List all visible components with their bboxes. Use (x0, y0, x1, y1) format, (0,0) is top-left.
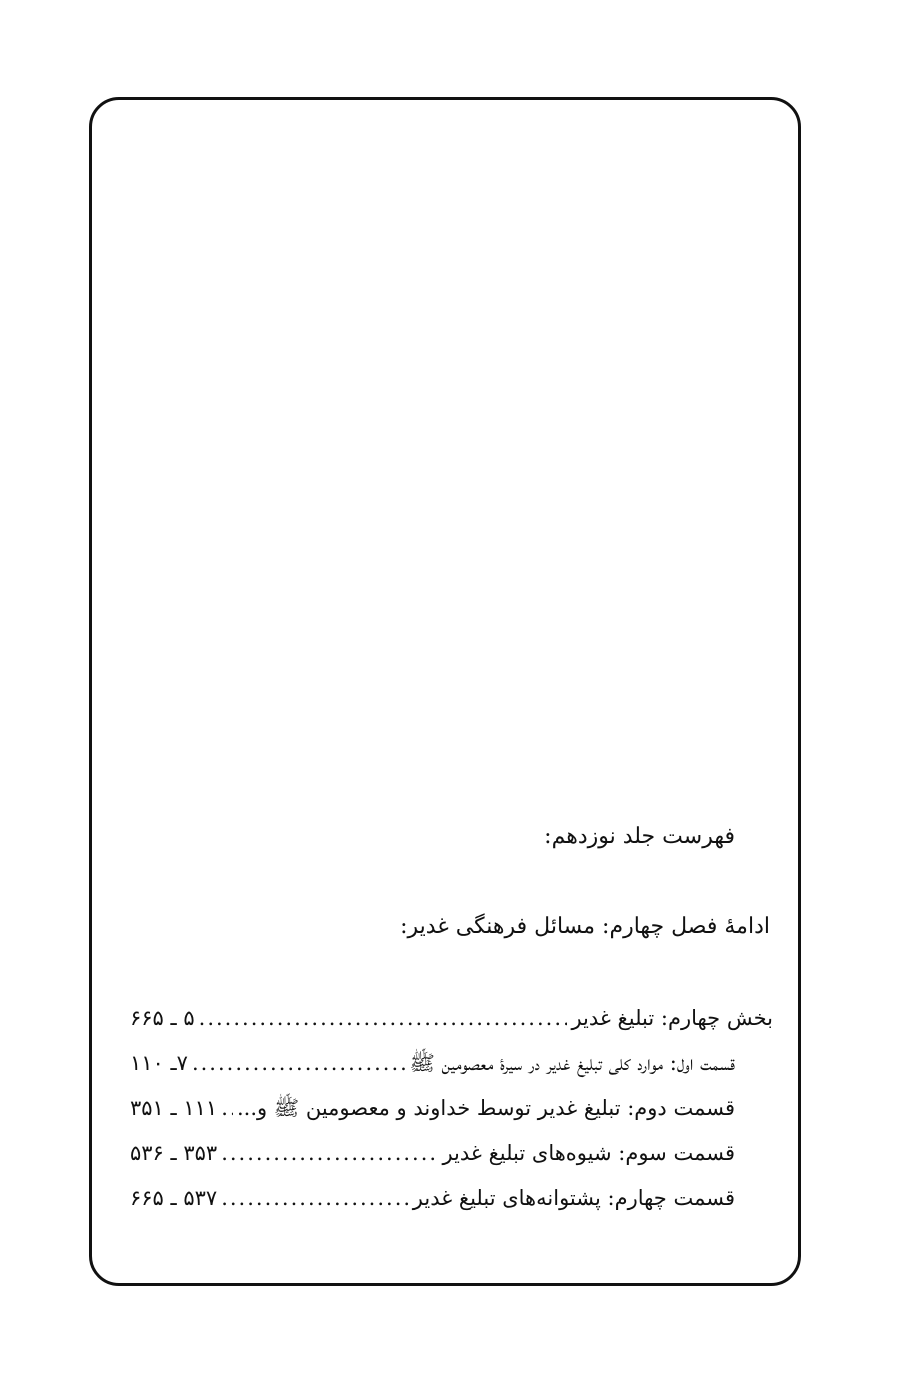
toc-leader-dots (199, 1003, 568, 1033)
toc-entry-part (130, 1048, 735, 1078)
toc-entry-title: قسمت اول: موارد کلی تبلیغ غدیر در سیرۀ معصومین ﷺ (409, 1051, 735, 1075)
toc-leader-dots (221, 1183, 409, 1213)
toc-leader-dots (192, 1048, 406, 1078)
toc-entry-pages: ۵۳۷ ـ ۶۶۵ (130, 1186, 218, 1210)
toc-entry-title: بخش چهارم: تبلیغ غدیر (571, 1006, 773, 1030)
toc-entry-title: قسمت دوم: تبلیغ غدیر توسط خداوند و معصومین ﷺ و... (236, 1096, 735, 1120)
volume-contents-heading: فهرست جلد نوزدهم: (544, 824, 735, 849)
toc-leader-dots (221, 1138, 438, 1168)
chapter-continuation-heading: ادامۀ فصل چهارم: مسائل فرهنگی غدیر: (400, 914, 770, 939)
toc-entry-part (130, 1093, 735, 1123)
toc-entry-part (130, 1183, 735, 1213)
toc-entry-pages: ۷ـ ۱۱۰ (130, 1051, 188, 1075)
toc-entry-part (130, 1138, 735, 1168)
toc-entry-title: قسمت سوم: شیوه‌های تبلیغ غدیر (442, 1141, 735, 1165)
toc-entry-pages: ۳۵۳ ـ ۵۳۶ (130, 1141, 218, 1165)
toc-entry-section (130, 1003, 773, 1033)
toc-entry-pages: ۱۱۱ ـ ۳۵۱ (130, 1096, 218, 1120)
toc-entry-pages: ۵ ـ ۶۶۵ (130, 1006, 195, 1030)
toc-leader-dots (221, 1093, 233, 1123)
toc-entry-title: قسمت چهارم: پشتوانه‌های تبلیغ غدیر (412, 1186, 735, 1210)
